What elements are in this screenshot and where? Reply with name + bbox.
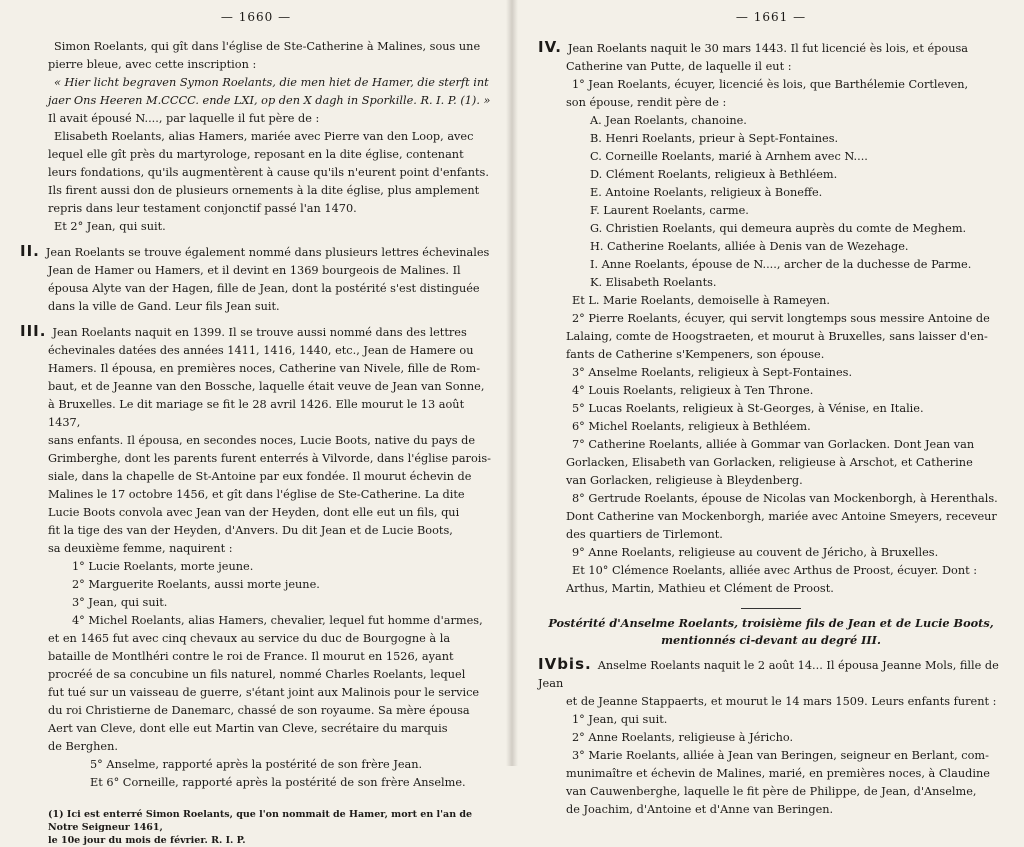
text-line: 2° Pierre Roelants, écuyer, qui servit longtemps sous messire Antoine de xyxy=(572,312,990,325)
text-line: pierre bleue, avec cette inscription : xyxy=(48,58,257,71)
list-item: 1° Jean, qui suit. xyxy=(572,713,668,726)
text-line: et de Jeanne Stappaerts, et mourut le 14 mars 1509. Leurs enfants furent : xyxy=(566,695,997,708)
text-line: fut tué sur un vaisseau de guerre, s'étant joint aux Malinois pour le service xyxy=(48,686,480,699)
text-line: 1° Jean Roelants, écuyer, licencié ès lois, que Barthélemie Cortleven, xyxy=(572,78,969,91)
page-number-left: — 1660 — xyxy=(220,10,292,24)
section-heading: Postérité d'Anselme Roelants, troisième fils de Jean et de Lucie Boots, mentionnés ci-devant au degré III. xyxy=(548,616,994,647)
footnote-line: (1) Ici est enterré Simon Roelants, que l'on nommait de Hamer, mort en l'an de Notre Seigneur 1461, xyxy=(48,809,473,833)
text-line: Ils firent aussi don de plusieurs ornements à la dite église, plus amplement xyxy=(48,184,480,197)
left-page xyxy=(0,0,510,846)
text-line: Elisabeth Roelants, alias Hamers, mariée avec Pierre van den Loop, avec xyxy=(54,130,474,143)
roman-numeral-IVbis: IVbis. xyxy=(538,655,592,673)
text-line: 7° Catherine Roelants, alliée à Gommar van Gorlacken. Dont Jean van xyxy=(572,438,975,451)
list-item: F. Laurent Roelants, carme. xyxy=(590,204,749,217)
text-line: repris dans leur testament conjonctif passé l'an 1470. xyxy=(48,202,357,215)
text-line: 4° Michel Roelants, alias Hamers, chevalier, lequel fut homme d'armes, xyxy=(72,614,483,627)
text-line: 3° Marie Roelants, alliée à Jean van Beringen, seigneur en Berlant, com- xyxy=(572,749,989,762)
section-IV-line: IV. Jean Roelants naquit le 30 mars 1443. Il fut licencié ès lois, et épousa xyxy=(538,38,969,56)
list-item: C. Corneille Roelants, marié à Arnhem avec N.... xyxy=(590,150,868,163)
text-line: munimaître et échevin de Malines, marié, en premières noces, à Claudine xyxy=(566,767,990,780)
section-II-line: II. Jean Roelants se trouve également nommé dans plusieurs lettres échevinales xyxy=(20,242,490,260)
text-line: Catherine van Putte, de laquelle il eut : xyxy=(566,60,792,73)
inscription-line: « Hier licht begraven Symon Roelants, die men hiet de Hamer, die sterft int xyxy=(54,76,489,89)
list-item: 3° Anselme Roelants, religieux à Sept-Fontaines. xyxy=(572,366,853,379)
inscription-line: jaer Ons Heeren M.CCCC. ende LXI, op den X dagh in Sporkille. R. I. P. (1). » xyxy=(48,94,491,107)
list-item: A. Jean Roelants, chanoine. xyxy=(590,114,747,127)
list-item: 1° Lucie Roelants, morte jeune. xyxy=(72,560,254,573)
right-page xyxy=(514,0,1014,816)
text-line: des quartiers de Tirlemont. xyxy=(566,528,723,541)
text-line: Arthus, Martin, Mathieu et Clément de Proost. xyxy=(566,582,834,595)
text-line: épousa Alyte van der Hagen, fille de Jean, dont la postérité s'est distinguée xyxy=(48,282,480,295)
text-line: du roi Christierne de Danemarc, chassé de son royaume. Sa mère épousa xyxy=(48,704,470,717)
list-item: Et L. Marie Roelants, demoiselle à Rameyen. xyxy=(572,294,830,307)
list-item: 5° Lucas Roelants, religieux à St-Georges, à Vénise, en Italie. xyxy=(572,402,924,415)
list-item: K. Elisabeth Roelants. xyxy=(590,276,717,289)
text-line: van Gorlacken, religieuse à Bleydenberg. xyxy=(566,474,803,487)
text-line: fit la tige des van der Heyden, d'Anvers. Du dit Jean et de Lucie Boots, xyxy=(48,524,453,537)
footnote-line: le 10e jour du mois de février. R. I. P. xyxy=(48,835,246,846)
text-line: de Berghen. xyxy=(48,740,118,753)
text-line: lequel elle gît près du martyrologe, reposant en la dite église, contenant xyxy=(48,148,464,161)
text-line: baut, et de Jeanne van den Bossche, laquelle était veuve de Jean van Sonne, xyxy=(48,380,485,393)
list-item: B. Henri Roelants, prieur à Sept-Fontaines. xyxy=(590,132,839,145)
page-number-right: — 1661 — xyxy=(735,10,807,24)
text-line: à Bruxelles. Le dit mariage se fit le 28 avril 1426. Elle mourut le 13 août 1437, xyxy=(48,398,465,429)
text-line: échevinales datées des années 1411, 1416, 1440, etc., Jean de Hamere ou xyxy=(48,344,474,357)
text-line: siale, dans la chapelle de St-Antoine par eux fondée. Il mourut échevin de xyxy=(48,470,472,483)
list-item: 9° Anne Roelants, religieuse au couvent de Jéricho, à Bruxelles. xyxy=(572,546,939,559)
list-item: H. Catherine Roelants, alliée à Denis van de Wezehage. xyxy=(590,240,909,253)
footnote xyxy=(20,808,492,847)
section-III-line: III. Jean Roelants naquit en 1399. Il se trouve aussi nommé dans des lettres xyxy=(20,322,467,340)
text-line: Lalaing, comte de Hoogstraeten, et mourut à Bruxelles, sans laisser d'en- xyxy=(566,330,988,343)
text-line: van Cauwenberghe, laquelle le fit père de Philippe, de Jean, d'Anselme, xyxy=(566,785,977,798)
list-item: E. Antoine Roelants, religieux à Boneffe. xyxy=(590,186,823,199)
list-item: 6° Michel Roelants, religieux à Bethléem. xyxy=(572,420,811,433)
text-line: sa deuxième femme, naquirent : xyxy=(48,542,233,555)
list-item: I. Anne Roelants, épouse de N...., archer de la duchesse de Parme. xyxy=(590,258,972,271)
text-line: Dont Catherine van Mockenborgh, mariée avec Antoine Smeyers, receveur xyxy=(566,510,997,523)
text-line: bataille de Montlhéri contre le roi de France. Il mourut en 1526, ayant xyxy=(48,650,454,663)
list-item: D. Clément Roelants, religieux à Bethléem. xyxy=(590,168,838,181)
list-item: 2° Anne Roelants, religieuse à Jéricho. xyxy=(572,731,794,744)
text-line: Gorlacken, Elisabeth van Gorlacken, religieuse à Arschot, et Catherine xyxy=(566,456,973,469)
text-line: Et 10° Clémence Roelants, alliée avec Arthus de Proost, écuyer. Dont : xyxy=(572,564,978,577)
section-divider xyxy=(741,608,801,609)
text-line: 8° Gertrude Roelants, épouse de Nicolas van Mockenborgh, à Herenthals. xyxy=(572,492,998,505)
text-line: Et 2° Jean, qui suit. xyxy=(54,220,166,233)
roman-numeral-II: II. xyxy=(20,242,40,260)
text-line: dans la ville de Gand. Leur fils Jean suit. xyxy=(48,300,280,313)
text-line: Simon Roelants, qui gît dans l'église de Ste-Catherine à Malines, sous une xyxy=(54,40,481,53)
text-line: Hamers. Il épousa, en premières noces, Catherine van Nivele, fille de Rom- xyxy=(48,362,481,375)
text-line: et en 1465 fut avec cinq chevaux au service du duc de Bourgogne à la xyxy=(48,632,451,645)
text-line: de Joachim, d'Antoine et d'Anne van Beringen. xyxy=(566,803,834,816)
text-line: sans enfants. Il épousa, en secondes noces, Lucie Boots, native du pays de xyxy=(48,434,476,447)
text-line: Lucie Boots convola avec Jean van der Heyden, dont elle eut un fils, qui xyxy=(48,506,460,519)
text-line: leurs fondations, qu'ils augmentèrent à cause qu'ils n'eurent point d'enfants. xyxy=(48,166,489,179)
list-item: 2° Marguerite Roelants, aussi morte jeune. xyxy=(72,578,320,591)
text-line: fants de Catherine s'Kempeners, son épouse. xyxy=(566,348,825,361)
section-IVbis-line: IVbis. Anselme Roelants naquit le 2 août 14... Il épousa Jeanne Mols, fille de Jean xyxy=(538,655,999,690)
text-line: son épouse, rendit père de : xyxy=(566,96,727,109)
text-line: Jean de Hamer ou Hamers, et il devint en 1369 bourgeois de Malines. Il xyxy=(48,264,461,277)
text-line: Grimberghe, dont les parents furent enterrés à Vilvorde, dans l'église parois- xyxy=(48,452,491,465)
list-item: 3° Jean, qui suit. xyxy=(72,596,168,609)
roman-numeral-III: III. xyxy=(20,322,47,340)
list-item: 5° Anselme, rapporté après la postérité de son frère Jean. xyxy=(90,758,423,771)
text-line: Il avait épousé N...., par laquelle il fut père de : xyxy=(48,112,320,125)
list-item: Et 6° Corneille, rapporté après la postérité de son frère Anselme. xyxy=(90,776,466,789)
text-line: procréé de sa concubine un fils naturel, nommé Charles Roelants, lequel xyxy=(48,668,466,681)
roman-numeral-IV: IV. xyxy=(538,38,562,56)
text-line: Malines le 17 octobre 1456, et gît dans l'église de Ste-Catherine. La dite xyxy=(48,488,465,501)
list-item: 4° Louis Roelants, religieux à Ten Throne. xyxy=(572,384,814,397)
list-item: G. Christien Roelants, qui demeura auprès du comte de Meghem. xyxy=(590,222,967,235)
text-line: Aert van Cleve, dont elle eut Martin van Cleve, secrétaire du marquis xyxy=(48,722,448,735)
